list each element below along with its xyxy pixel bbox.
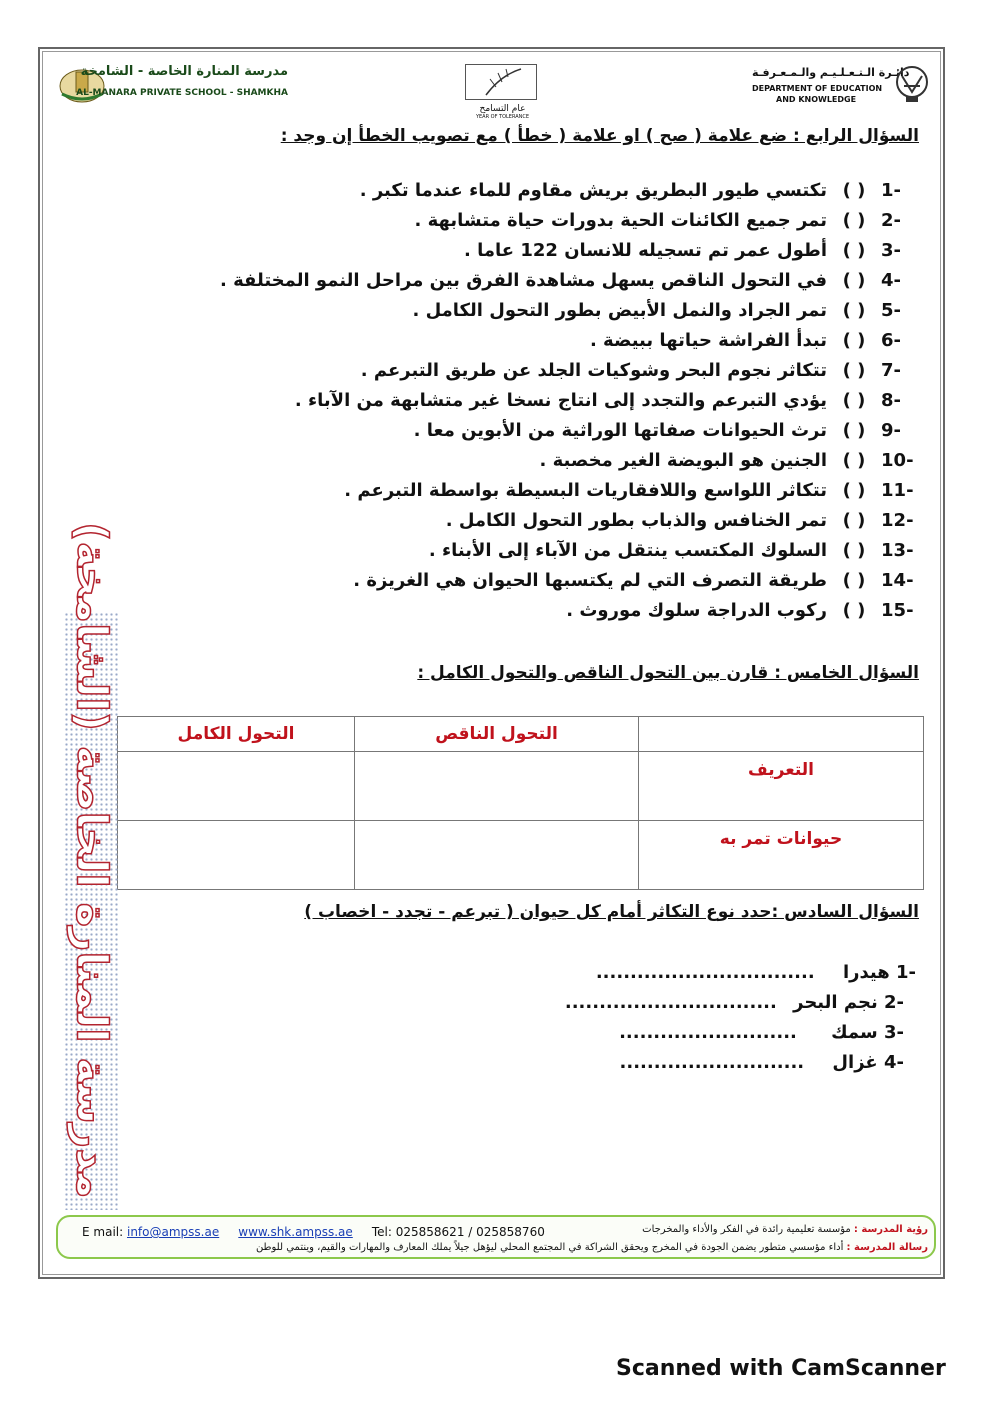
- item-text: تتكاثر نجوم البحر وشوكيات الجلد عن طريق التبرعم .: [360, 360, 827, 381]
- email-link[interactable]: info@ampss.ae: [126, 1225, 220, 1239]
- item-number: -5: [881, 300, 902, 321]
- q6-num: -1: [895, 962, 916, 983]
- answer-box[interactable]: ( ): [842, 390, 866, 411]
- question4-title: السؤال الرابع : ضع علامة ( صح ) او علامة ( خطأ ) مع تصويب الخطأ إن وجد :: [280, 126, 919, 146]
- cell-incomplete-animals[interactable]: [355, 821, 639, 890]
- vision-text: مؤسسة تعليمية رائدة في الفكر والأداء والمخرجات: [642, 1224, 851, 1235]
- tolerance-text-en: YEAR OF TOLERANCE: [475, 114, 530, 120]
- item-number: -9: [881, 420, 902, 441]
- q6-animal: نجم البحر: [793, 992, 878, 1013]
- question4-item: [361, 360, 919, 390]
- item-number: -1: [881, 180, 902, 201]
- answer-blank[interactable]: ...............................: [564, 992, 777, 1013]
- col-incomplete: التحول الناقص: [355, 717, 639, 752]
- cell-incomplete-definition[interactable]: [355, 752, 639, 821]
- answer-box[interactable]: ( ): [842, 420, 866, 441]
- answer-box[interactable]: ( ): [842, 450, 866, 471]
- question5-title: السؤال الخامس : قارن بين التحول الناقص والتحول الكامل :: [417, 663, 919, 683]
- question4-item: [344, 480, 919, 510]
- answer-box[interactable]: ( ): [842, 510, 866, 531]
- q6-num: -4: [883, 1052, 904, 1073]
- item-text: السلوك المكتسب ينتقل من الآباء إلى الأبناء .: [428, 540, 827, 561]
- question4-item: [590, 330, 919, 360]
- item-number: -6: [881, 330, 902, 351]
- footer-vision: [642, 1224, 928, 1235]
- department-name-en-2: AND KNOWLEDGE: [776, 95, 857, 104]
- question4-item: [414, 420, 919, 450]
- item-text: طريقة التصرف التي لم يكتسبها الحيوان هي الغريزة .: [353, 570, 827, 591]
- school-name-ar: مدرسة المنارة الخاصة - الشامخة: [80, 64, 288, 79]
- col-empty: [639, 717, 924, 752]
- answer-box[interactable]: ( ): [842, 330, 866, 351]
- item-number: -7: [881, 360, 902, 381]
- school-name-en: AL-MANARA PRIVATE SCHOOL - SHAMKHA: [76, 88, 288, 98]
- watermark-text: مدرسة المنارة الخاصة (الشامخة): [67, 522, 117, 1199]
- item-text: تتكاثر اللواسع واللافقاريات البسيطة بواسطة التبرعم .: [344, 480, 827, 501]
- answer-box[interactable]: ( ): [842, 540, 866, 561]
- tolerance-logo: [465, 64, 540, 120]
- item-text: تمر جميع الكائنات الحية بدورات حياة متشابهة .: [414, 210, 827, 231]
- item-number: -8: [881, 390, 902, 411]
- answer-box[interactable]: ( ): [842, 210, 866, 231]
- item-number: -4: [881, 270, 902, 291]
- footer: [56, 1215, 936, 1259]
- q6-animal: سمك: [831, 1022, 878, 1043]
- item-number: -10: [881, 450, 914, 471]
- answer-box[interactable]: ( ): [842, 360, 866, 381]
- col-complete: التحول الكامل: [118, 717, 355, 752]
- question4-item: [220, 270, 919, 300]
- mission-text: أداء مؤسسي متطور يضمن الجودة في المخرج ويحقق الشراكة في المجتمع المحلي ليؤهل جيلاً يملك المعارف والمهارات والقيم، وينتمي للوطن: [255, 1242, 844, 1253]
- item-number: -15: [881, 600, 914, 621]
- item-number: -12: [881, 510, 914, 531]
- item-text: أطول عمر تم تسجيله للانسان 122 عاما .: [464, 240, 827, 261]
- scanner-watermark: Scanned with CamScanner: [616, 1356, 946, 1381]
- item-number: -11: [881, 480, 914, 501]
- department-name-ar: دائـرة الـتـعـلـيـم والـمـعـرفـة: [752, 66, 910, 79]
- question4-item: [415, 210, 919, 240]
- item-text: تبدأ الفراشة حياتها ببيضة .: [589, 330, 827, 351]
- q6-num: -3: [883, 1022, 904, 1043]
- item-number: -2: [881, 210, 902, 231]
- watermark: [64, 522, 119, 1210]
- item-text: ترث الحيوانات صفاتها الوراثية من الأبوين معا .: [413, 420, 827, 441]
- row-definition-label: التعريف: [639, 752, 924, 821]
- item-text: ركوب الدراجة سلوك موروث .: [566, 600, 827, 621]
- mission-label: رسالة المدرسة :: [846, 1242, 928, 1253]
- footer-mission: [256, 1242, 928, 1253]
- website-link[interactable]: www.shk.ampss.ae: [238, 1225, 353, 1239]
- answer-box[interactable]: ( ): [842, 600, 866, 621]
- item-text: تكتسي طيور البطريق بريش مقاوم للماء عندما تكبر .: [359, 180, 827, 201]
- question4-item: [295, 390, 919, 420]
- footer-contact: [82, 1225, 545, 1239]
- department-name-en-1: DEPARTMENT OF EDUCATION: [752, 84, 883, 93]
- q6-animal: غزال: [832, 1052, 878, 1073]
- answer-box[interactable]: ( ): [842, 180, 866, 201]
- answer-box[interactable]: ( ): [842, 270, 866, 291]
- question6-title: السؤال السادس :حدد نوع التكاثر أمام كل حيوان ( تبرعم - تجدد - اخصاب ): [304, 902, 919, 922]
- item-number: -13: [881, 540, 914, 561]
- answer-blank[interactable]: ..........................: [619, 1022, 797, 1043]
- department-header: [752, 66, 932, 110]
- question4-item: [353, 570, 919, 600]
- emblem-icon: [894, 62, 930, 106]
- table-header-row: [118, 717, 924, 752]
- phone: Tel: 025858621 / 025858760: [371, 1225, 545, 1239]
- row-animals-label: حيوانات تمر به: [639, 821, 924, 890]
- comparison-table: [117, 716, 924, 890]
- vision-label: رؤية المدرسة :: [853, 1224, 928, 1235]
- table-row: [118, 752, 924, 821]
- item-text: يؤدي التبرعم والتجدد إلى انتاج نسخا غير متشابهة من الآباء .: [294, 390, 827, 411]
- table-row: [118, 821, 924, 890]
- email-label: E mail:: [82, 1225, 124, 1239]
- question4-item: [540, 450, 919, 480]
- question4-item: [412, 300, 919, 330]
- q6-item-4: [620, 1052, 904, 1073]
- cell-complete-definition[interactable]: [118, 752, 355, 821]
- item-text: تمر الجراد والنمل الأبيض بطور التحول الكامل .: [412, 300, 827, 321]
- q6-item-3: [619, 1022, 904, 1043]
- answer-box[interactable]: ( ): [842, 300, 866, 321]
- question4-item: [566, 600, 919, 630]
- answer-blank[interactable]: ...........................: [619, 1052, 805, 1073]
- q6-item-2: [565, 992, 904, 1013]
- item-text: الجنين هو البويضة الغير مخصبة .: [539, 450, 827, 471]
- answer-blank[interactable]: ................................: [595, 962, 815, 983]
- answer-box[interactable]: ( ): [842, 480, 866, 501]
- tolerance-text-ar: عام التسامح: [479, 104, 526, 114]
- answer-box[interactable]: ( ): [842, 570, 866, 591]
- item-text: تمر الخنافس والذباب بطور التحول الكامل .: [445, 510, 827, 531]
- item-text: في التحول الناقص يسهل مشاهدة الفرق بين مراحل النمو المختلفة .: [220, 270, 827, 291]
- answer-box[interactable]: ( ): [842, 240, 866, 261]
- q6-item-1: [596, 962, 916, 983]
- item-number: -3: [881, 240, 902, 261]
- question4-item: [446, 510, 919, 540]
- question4-item: [429, 540, 919, 570]
- item-number: -14: [881, 570, 914, 591]
- q6-animal: هيدرا: [842, 962, 890, 983]
- school-header: [58, 62, 288, 108]
- q6-num: -2: [883, 992, 904, 1013]
- cell-complete-animals[interactable]: [118, 821, 355, 890]
- question4-item: [360, 180, 919, 210]
- tolerance-icon: [465, 64, 537, 100]
- question4-item: [464, 240, 919, 270]
